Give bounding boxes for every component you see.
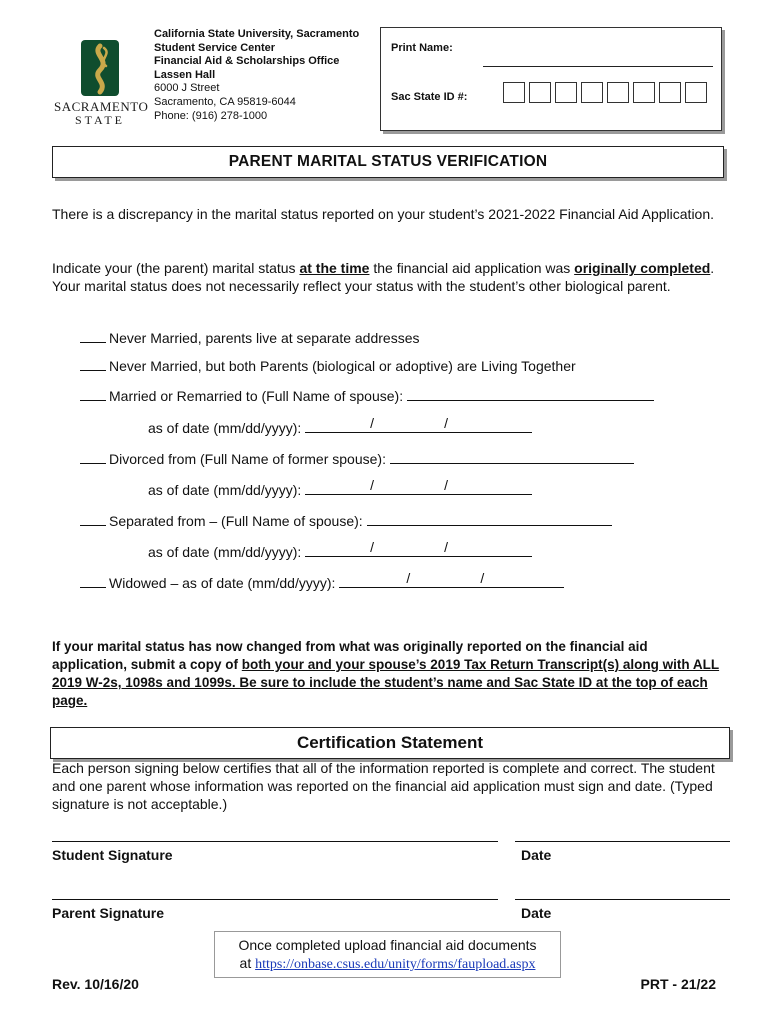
upload-link-line [215,955,560,973]
option-label: Divorced from (Full Name of former spouse): [109,451,386,467]
id-digit-box[interactable] [555,82,577,103]
upload-instructions-text: Once completed upload financial aid documents [238,937,537,953]
revision-date: Rev. 10/16/20 [52,976,139,992]
checkbox-blank[interactable] [80,514,106,526]
divorced-date-field[interactable] [305,477,532,495]
option-divorced [80,450,634,467]
certification-title-box [50,727,730,759]
address-line: Student Service Center [154,41,276,54]
phone-line: Phone: (916) 278-1000 [154,109,268,122]
spouse-name-field[interactable] [407,387,654,401]
date-separator: / [370,415,375,431]
status-change-notice [52,638,724,710]
separated-date-field[interactable] [305,539,532,557]
id-digit-box[interactable] [659,82,681,103]
instruction-paragraph [52,259,722,295]
form-title-box [52,146,724,178]
parent-date-label: Date [521,905,552,921]
option-label: Separated from – (Full Name of spouse): [109,513,363,529]
date-separator: / [370,539,375,555]
id-digit-box[interactable] [633,82,655,103]
separated-date-row [148,539,532,560]
date-label: as of date (mm/dd/yyyy): [148,544,302,560]
address-line: Lassen Hall [154,68,216,81]
checkbox-blank[interactable] [80,576,106,588]
logo-wordmark-sacramento: SACRAMENTO [54,99,149,114]
address-line: 6000 J Street [154,82,220,95]
notice-emphasis: both your and your spouse’s 2019 Tax Return Transcript(s) along with ALL 2019 W-2s, 1098s and 1099s. Be sure to include the student’s name and Sac State ID at the top of each page. [52,657,720,708]
id-digit-box[interactable] [607,82,629,103]
option-label: Never Married, parents live at separate addresses [109,330,420,346]
print-name-field[interactable] [483,66,713,67]
upload-instructions-box [214,931,561,978]
option-never-married-separate [80,330,419,346]
instruction-text: Indicate your (the parent) marital status [52,260,300,276]
option-separated [80,512,612,529]
instruction-emphasis: originally completed [574,260,711,276]
separated-spouse-name-field[interactable] [367,512,612,526]
upload-link[interactable]: https://onbase.csus.edu/unity/forms/faupload.aspx [255,957,536,972]
instruction-emphasis: at the time [299,260,370,276]
student-signature-label: Student Signature [52,847,173,863]
checkbox-blank[interactable] [80,389,106,401]
date-separator: / [444,539,449,555]
upload-at-text: at [239,955,256,971]
widowed-date-field[interactable] [339,570,564,588]
date-separator: / [406,570,411,586]
option-label: Never Married, but both Parents (biological or adoptive) are Living Together [109,358,576,374]
id-digit-box[interactable] [685,82,707,103]
student-date-label: Date [521,847,552,863]
instruction-text: the financial aid application was [369,260,575,276]
date-label: as of date (mm/dd/yyyy): [148,420,302,436]
form-title: PARENT MARITAL STATUS VERIFICATION [228,153,548,170]
id-digit-box[interactable] [529,82,551,103]
logo-wordmark-state: STATE [74,113,126,127]
divorced-date-row [148,477,532,498]
sac-state-id-label: Sac State ID #: [391,91,468,103]
student-signature-field[interactable] [52,841,498,842]
id-digit-box[interactable] [503,82,525,103]
address-line: Sacramento, CA 95819-6044 [154,95,296,108]
notice-text: If your marital status has now changed from what was originally reported on the financial aid application, submit a copy of [52,639,648,672]
date-separator: / [444,415,449,431]
certification-text: Each person signing below certifies that all of the information reported is complete and correct. The student and one parent whose information was reported on the financial aid application must sign and date. (Typed signature is not acceptable.) [52,760,715,812]
date-separator: / [370,477,375,493]
checkbox-blank[interactable] [80,452,106,464]
option-label: Married or Remarried to (Full Name of spouse): [109,388,404,404]
married-date-field[interactable] [305,415,532,433]
parent-date-field[interactable] [515,899,730,900]
print-name-label: Print Name: [391,42,453,54]
sac-state-id-field[interactable] [503,82,711,103]
intro-paragraph: There is a discrepancy in the marital status reported on your student’s 2021-2022 Financial Aid Application. [52,206,715,222]
date-label: as of date (mm/dd/yyyy): [148,482,302,498]
checkbox-blank[interactable] [80,359,106,371]
option-label: Widowed – as of date (mm/dd/yyyy): [109,575,336,591]
parent-signature-label: Parent Signature [52,905,165,921]
certification-title: Certification Statement [296,733,484,752]
checkbox-blank[interactable] [80,331,106,343]
address-line: California State University, Sacramento [154,28,360,40]
married-date-row [148,415,532,436]
address-line: Financial Aid & Scholarships Office [154,55,340,68]
option-never-married-together [80,358,576,374]
id-digit-box[interactable] [581,82,603,103]
date-separator: / [444,477,449,493]
date-separator: / [480,570,485,586]
office-address [154,28,359,123]
student-date-field[interactable] [515,841,730,842]
option-widowed [80,570,564,591]
instruction-text: . Your marital status does not necessarily reflect your status with the student’s other biological parent. [52,260,715,294]
option-married [80,387,654,404]
form-code: PRT - 21/22 [640,976,716,992]
former-spouse-name-field[interactable] [390,450,634,464]
student-id-box [380,27,722,131]
parent-signature-field[interactable] [52,899,498,900]
